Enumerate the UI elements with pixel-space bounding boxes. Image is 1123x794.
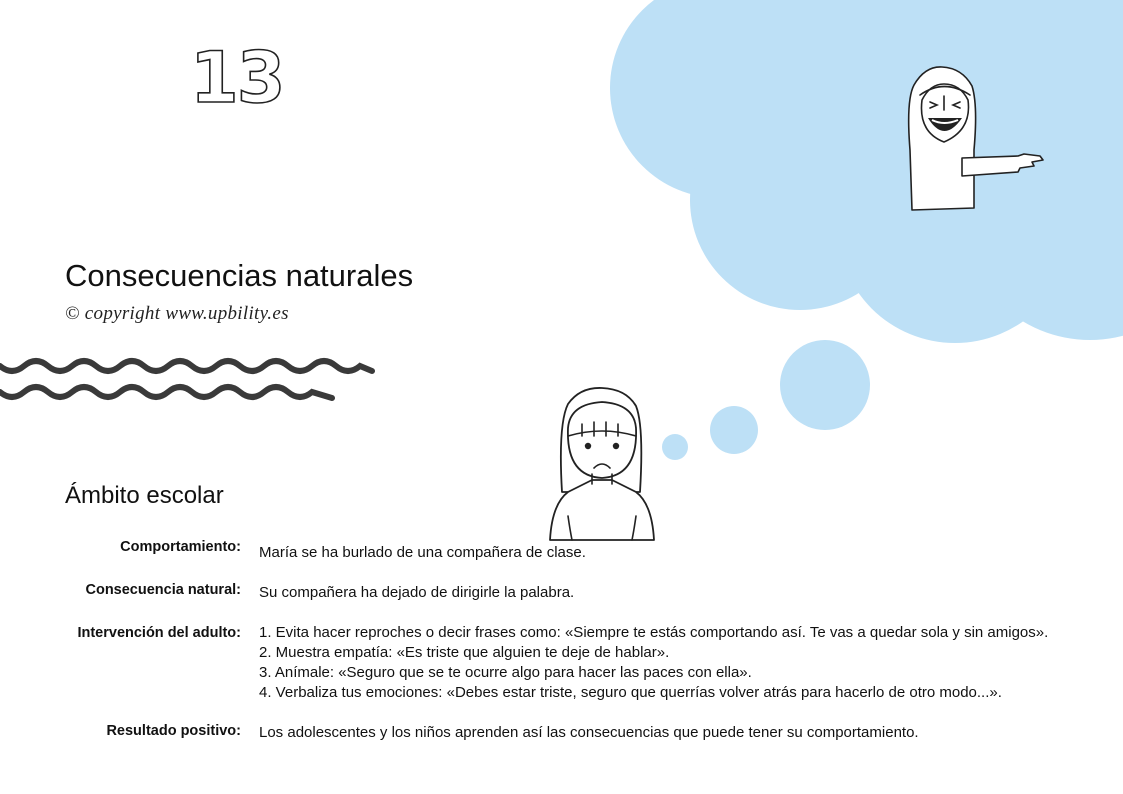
section-heading: Ámbito escolar [65,482,224,509]
intervention-line-3: 3. Anímale: «Seguro que se te ocurre algo para hacer las paces con ella». [259,664,752,681]
page-title: Consecuencias naturales [65,258,414,293]
intervention-line-2: 2. Muestra empatía: «Es triste que alguien te deje de hablar». [259,644,670,661]
natural-consequence-line: Su compañera ha dejado de dirigirle la palabra. [259,584,575,601]
natural-consequence-label: Consecuencia natural: [85,582,241,598]
behavior-label: Comportamiento: [120,539,241,555]
copyright-text: © copyright www.upbility.es [65,303,289,324]
behavior-value [259,543,586,563]
adult-intervention-label: Intervención del adulto: [77,625,241,641]
intervention-line-4: 4. Verbaliza tus emociones: «Debes estar triste, seguro que querrías volver atrás para hacerlo de otro modo...». [259,684,1002,701]
positive-result-value [259,723,919,743]
sad-girl-illustration [548,384,658,544]
behavior-line: María se ha burlado de una compañera de clase. [259,544,586,561]
adult-intervention-value [259,623,1048,703]
laughing-girl-pointing-illustration [900,60,1050,220]
intervention-line-1: 1. Evita hacer reproches o decir frases como: «Siempre te estás comportando así. Te vas a quedar sola y sin amigos». [259,624,1049,641]
natural-consequence-value [259,583,574,603]
positive-result-line: Los adolescentes y los niños aprenden así las consecuencias que puede tener su comportamiento. [259,724,919,741]
wavy-lines-decoration [0,352,380,412]
positive-result-label: Resultado positivo: [106,723,241,739]
page-number: 13 [190,37,284,119]
